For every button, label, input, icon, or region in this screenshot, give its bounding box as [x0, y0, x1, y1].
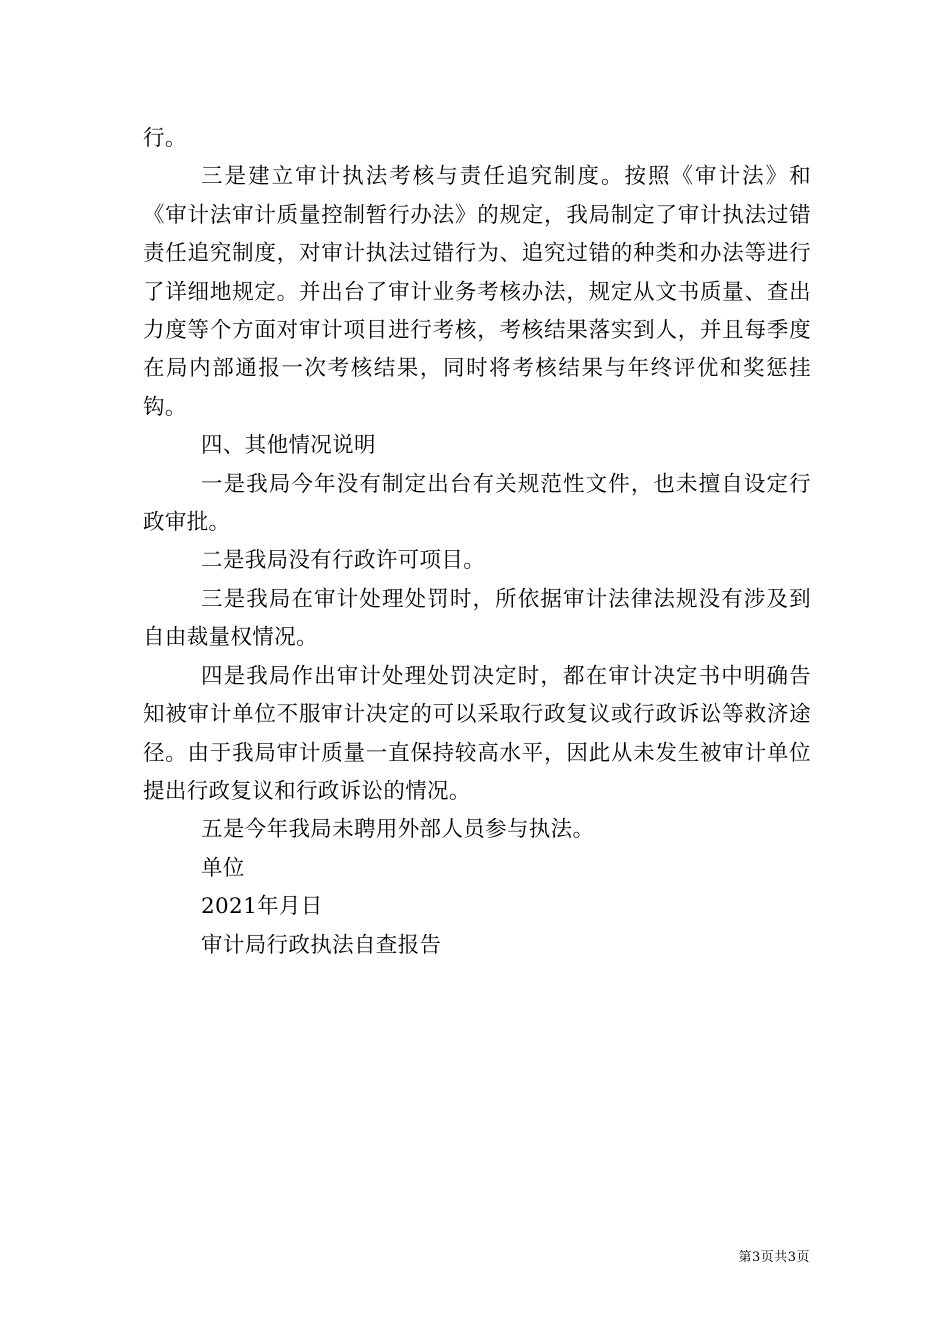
paragraph-accountability-system: 三是建立审计执法考核与责任追究制度。按照《审计法》和《审计法审计质量控制暂行办法》的规定，我局制定了审计执法过错责任追究制度，对审计执法过错行为、追究过错的种类和办法等进行了详细地规定。并出台了审计业务考核办法，规定从文书质量、查出力度等个方面对审计项目进行考核，考核结果落实到人，并且每季度在局内部通报一次考核结果，同时将考核结果与年终评优和奖惩挂钩。 — [143, 164, 811, 420]
paragraph-no-license-items: 二是我局没有行政许可项目。 — [201, 548, 486, 574]
page-number-footer: 第3页共3页 — [738, 1250, 810, 1265]
signature-date: 2021年月日 — [201, 894, 323, 920]
signature-unit: 单位 — [201, 855, 245, 881]
section-heading-other-notes: 四、其他情况说明 — [201, 433, 376, 459]
paragraph-remedy-channels: 四是我局作出审计处理处罚决定时，都在审计决定书中明确告知被审计单位不服审计决定的可以采取行政复议或行政诉讼等救济途径。由于我局审计质量一直保持较高水平，因此从未发生被审计单位提出行政复议和行政诉讼的情况。 — [143, 663, 811, 804]
paragraph-no-external-staff: 五是今年我局未聘用外部人员参与执法。 — [201, 817, 595, 843]
paragraph-continuation: 行。 — [143, 126, 187, 151]
paragraph-no-normative-documents: 一是我局今年没有制定出台有关规范性文件，也未擅自设定行政审批。 — [143, 471, 811, 536]
paragraph-discretion: 三是我局在审计处理处罚时，所依据审计法律法规没有涉及到自由裁量权情况。 — [143, 586, 811, 651]
document-body — [143, 120, 811, 965]
report-title-trailer: 审计局行政执法自查报告 — [201, 932, 442, 958]
